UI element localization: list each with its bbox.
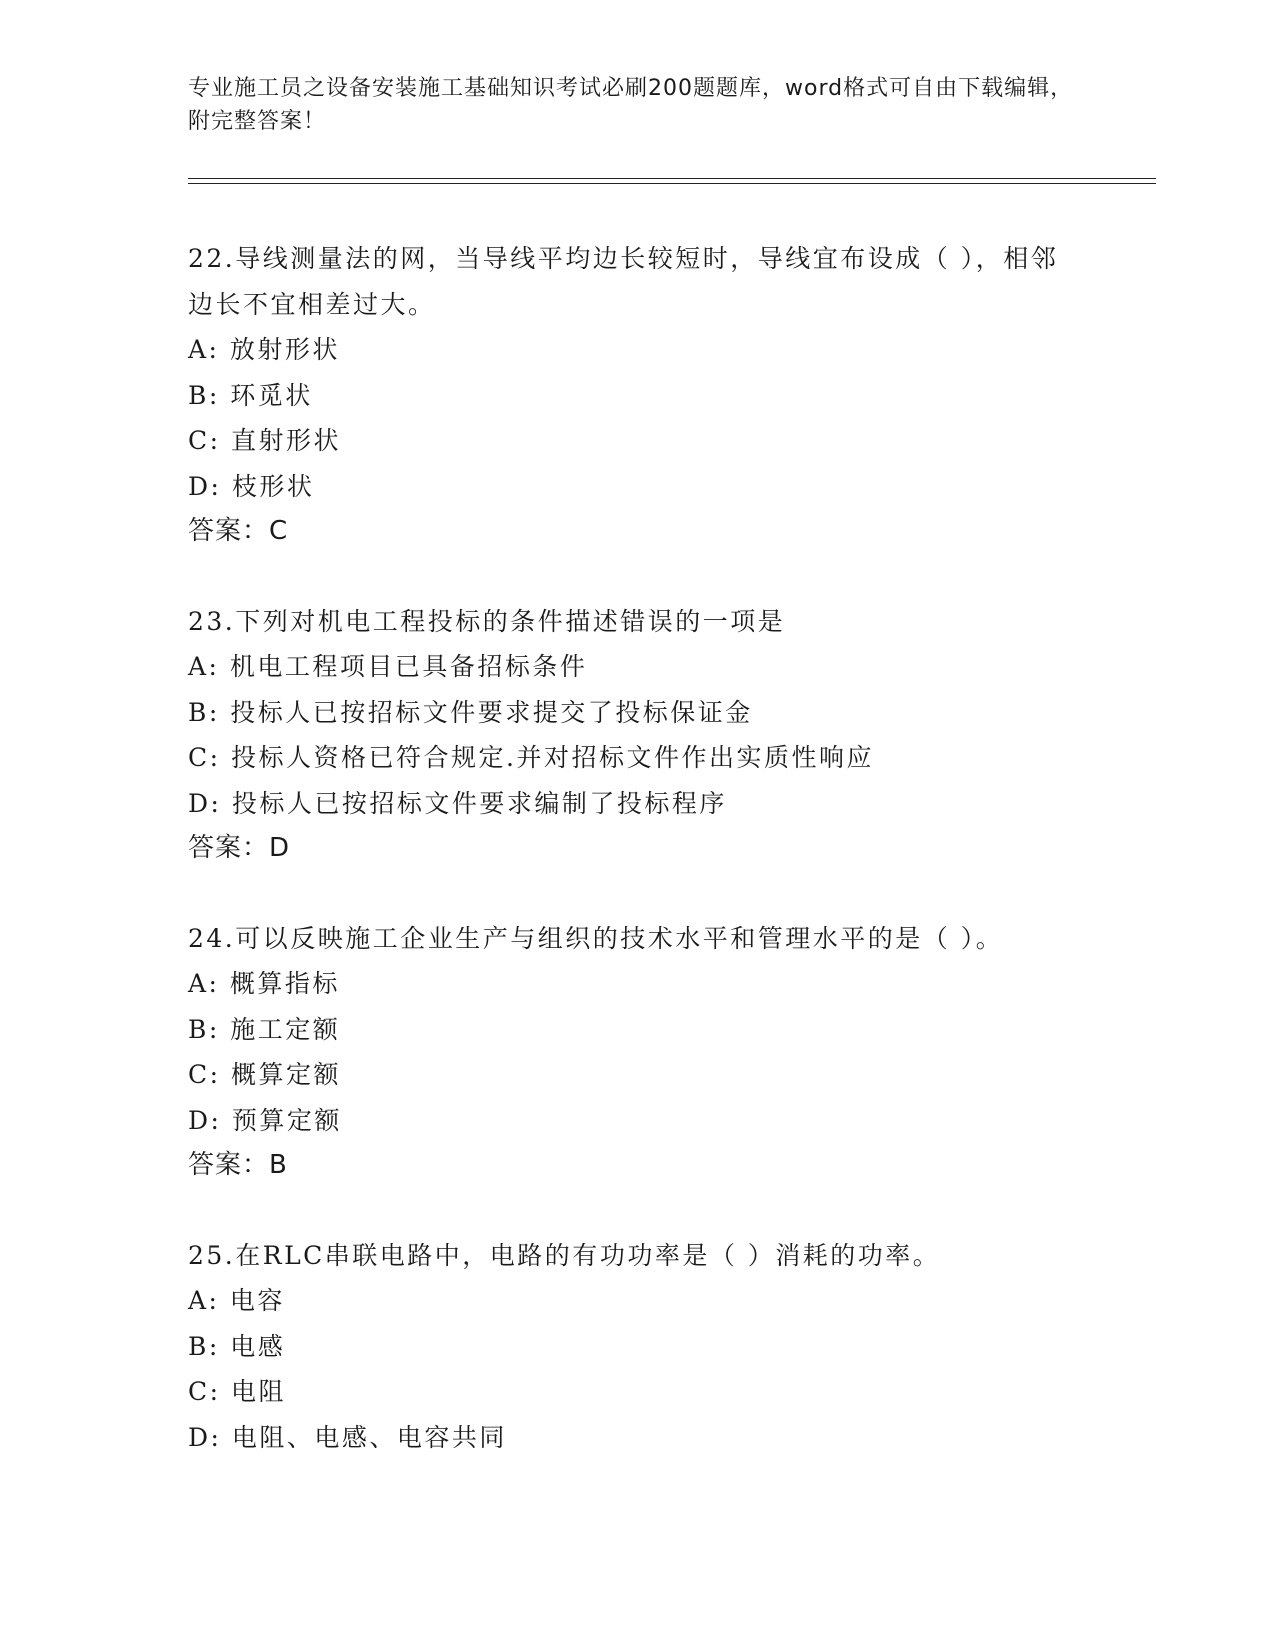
header-divider-bottom — [188, 183, 1156, 184]
document-header: 专业施工员之设备安装施工基础知识考试必刷200题题库，word格式可自由下载编辑，附完整答案！ — [188, 76, 1074, 134]
question-stem: 22.导线测量法的网，当导线平均边长较短时，导线宜布设成（ ），相邻边长不宜相差过大。 — [188, 244, 1059, 319]
option-d: D: 电阻、电感、电容共同 — [188, 1422, 507, 1452]
option-b: B: 环觅状 — [188, 380, 313, 410]
option-b: B: 施工定额 — [188, 1014, 341, 1044]
question-stem: 24.可以反映施工企业生产与组织的技术水平和管理水平的是（ ）。 — [188, 923, 1004, 953]
question-22 — [188, 236, 1128, 555]
question-list — [188, 236, 1128, 1504]
question-stem: 25.在RLC串联电路中，电路的有功功率是（ ）消耗的功率。 — [188, 1240, 941, 1270]
answer: 答案：B — [188, 1150, 288, 1180]
option-b: B: 投标人已按招标文件要求提交了投标保证金 — [188, 697, 753, 727]
answer: 答案：D — [188, 833, 291, 863]
option-c: C: 电阻 — [188, 1377, 286, 1406]
answer: 答案：C — [188, 516, 289, 546]
option-b: B: 电感 — [188, 1331, 286, 1361]
option-c: C: 投标人资格已符合规定.并对招标文件作出实质性响应 — [188, 743, 874, 772]
question-23 — [188, 599, 1128, 872]
option-a: A: 放射形状 — [188, 335, 340, 364]
option-d: D: 预算定额 — [188, 1105, 342, 1135]
option-a: A: 概算指标 — [188, 969, 340, 998]
question-stem: 23.下列对机电工程投标的条件描述错误的一项是 — [188, 606, 786, 636]
option-c: C: 直射形状 — [188, 426, 341, 455]
question-24 — [188, 916, 1128, 1189]
option-d: D: 枝形状 — [188, 471, 315, 501]
option-a: A: 电容 — [188, 1286, 285, 1315]
option-d: D: 投标人已按招标文件要求编制了投标程序 — [188, 788, 727, 818]
header-divider-top — [188, 178, 1156, 179]
option-a: A: 机电工程项目已具备招标条件 — [188, 652, 588, 681]
option-c: C: 概算定额 — [188, 1060, 341, 1089]
question-25 — [188, 1233, 1128, 1461]
